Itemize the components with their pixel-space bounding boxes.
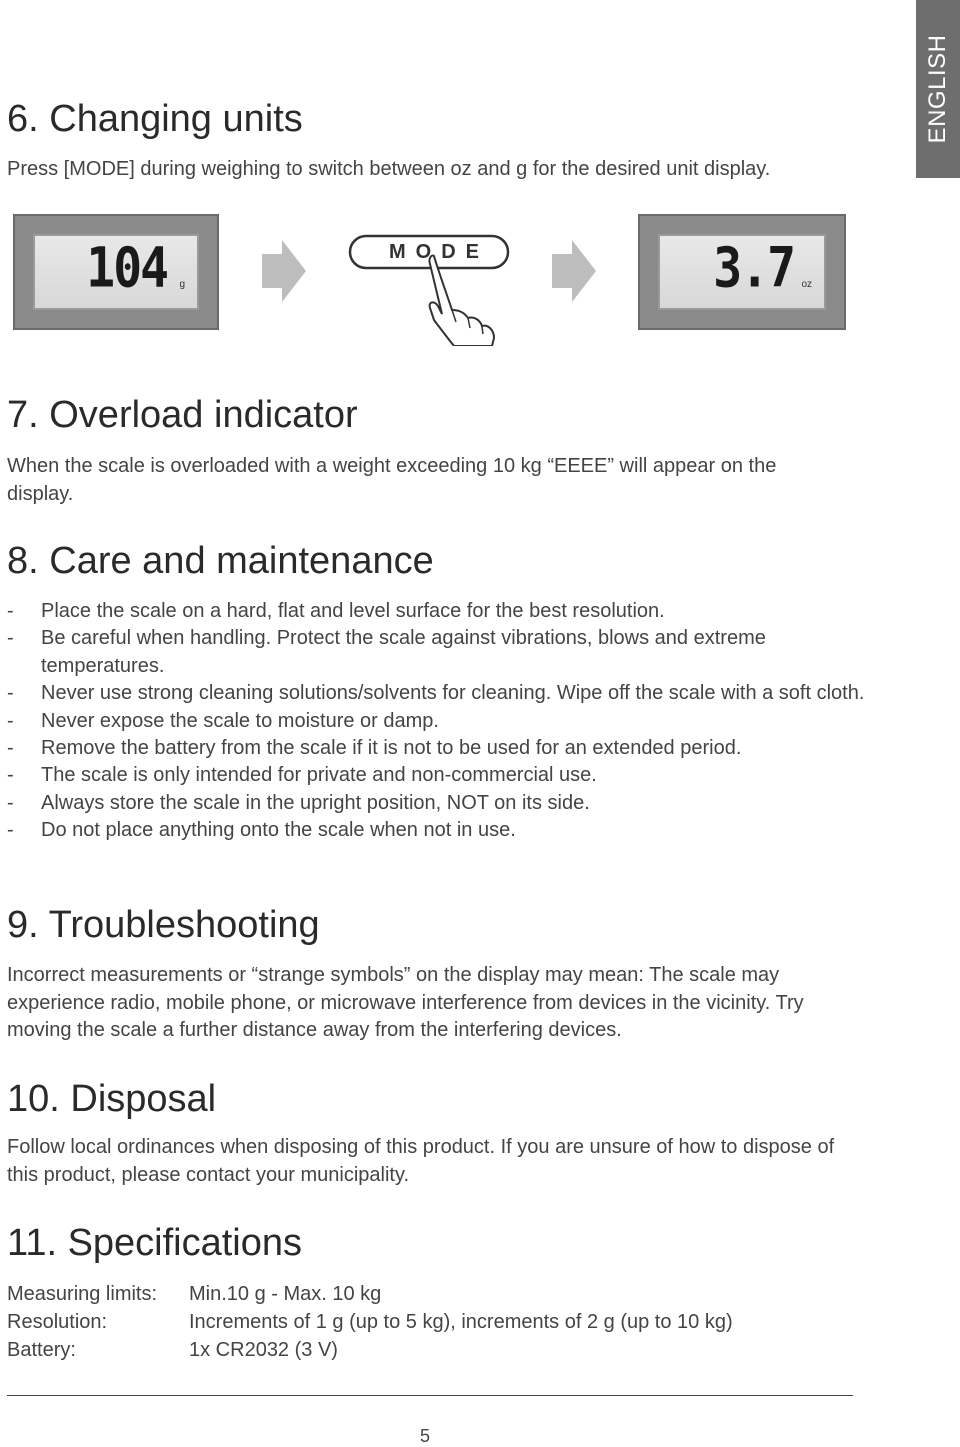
changing-units-text: Press [MODE] during weighing to switch between oz and g for the desired unit display.: [7, 158, 771, 180]
spec-label: Battery:: [7, 1339, 76, 1361]
scale-display-after: [638, 214, 846, 330]
list-item: - The scale is only intended for private and non-commercial use.: [7, 764, 597, 787]
list-item: - Do not place anything onto the scale when not in use.: [7, 819, 516, 842]
display-unit-after: oz: [801, 279, 812, 290]
care-list: [7, 598, 907, 845]
specifications-table: [7, 1280, 733, 1364]
arrow-right-icon: [552, 240, 596, 302]
heading-overload-indicator: 7. Overload indicator: [7, 394, 358, 436]
heading-care-maintenance: 8. Care and maintenance: [7, 540, 434, 582]
heading-specifications: 11. Specifications: [7, 1222, 303, 1264]
spec-value: Increments of 1 g (up to 5 kg), increments of 2 g (up to 10 kg): [189, 1311, 733, 1333]
language-tab: [916, 0, 960, 178]
list-item: - Never expose the scale to moisture or damp.: [7, 709, 439, 732]
spec-value: 1x CR2032 (3 V): [189, 1339, 338, 1361]
list-item: - Never use strong cleaning solutions/solvents for cleaning. Wipe off the scale with a soft cloth.: [7, 682, 865, 705]
heading-troubleshooting: 9. Troubleshooting: [7, 904, 320, 946]
language-label: ENGLISH: [924, 34, 951, 144]
display-value-before: 104: [86, 235, 167, 301]
footer-divider: [7, 1395, 853, 1396]
spec-value: Min.10 g - Max. 10 kg: [189, 1283, 382, 1305]
list-item: - Remove the battery from the scale if it is not to be used for an extended period.: [7, 737, 742, 760]
display-unit-before: g: [179, 279, 185, 290]
mode-button-label: MODE: [389, 241, 489, 263]
spec-row: [7, 1308, 733, 1336]
page-number: 5: [420, 1426, 431, 1446]
spec-label: Resolution:: [7, 1311, 108, 1333]
list-item: - Always store the scale in the upright position, NOT on its side.: [7, 791, 590, 814]
heading-changing-units: 6. Changing units: [7, 98, 303, 140]
arrow-right-icon: [262, 240, 306, 302]
display-value-after: 3.7: [713, 235, 794, 301]
mode-button-press-illustration: [342, 218, 518, 346]
troubleshooting-text: Incorrect measurements or “strange symbols” on the display may mean: The scale may experience radio, mobile phone, or microwave interference from devices in the vicinity. Try moving the scale a further distance away from the interfering devices.: [7, 964, 804, 1041]
list-item: - Be careful when handling. Protect the scale against vibrations, blows and extreme temperatures.: [7, 627, 766, 677]
list-item: - Place the scale on a hard, flat and level surface for the best resolution.: [7, 600, 665, 622]
disposal-text: Follow local ordinances when disposing of this product. If you are unsure of how to dispose of this product, please contact your municipality.: [7, 1136, 835, 1186]
spec-label: Measuring limits:: [7, 1283, 158, 1305]
scale-display-before: [13, 214, 219, 330]
spec-row: [7, 1336, 733, 1364]
overload-indicator-text: When the scale is overloaded with a weight exceeding 10 kg “EEEE” will appear on the display.: [7, 455, 777, 505]
spec-row: [7, 1280, 733, 1308]
heading-disposal: 10. Disposal: [7, 1078, 217, 1120]
